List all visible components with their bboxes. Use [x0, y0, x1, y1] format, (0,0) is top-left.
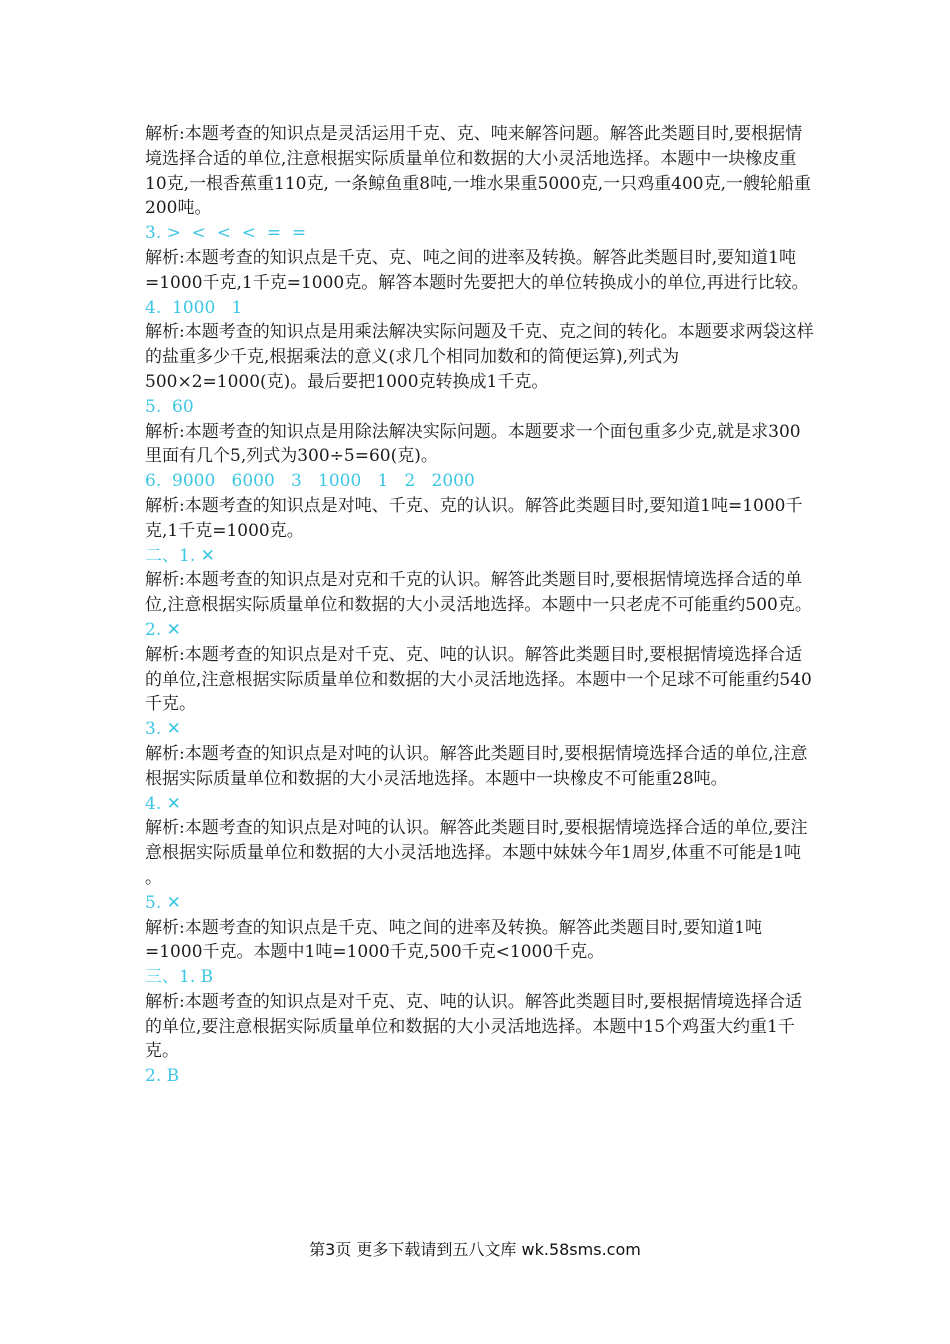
answer-line: 3. > < < < = =: [145, 223, 307, 244]
explanation-paragraph: 解析:本题考查的知识点是对吨、千克、克的认识。解答此类题目时,要知道1吨=1000千克,1千克=1000克。: [145, 495, 803, 541]
answer-content: [145, 122, 815, 1089]
answer-line: 4. 1000 1: [145, 297, 243, 318]
explanation-paragraph: 解析:本题考查的知识点是对吨的认识。解答此类题目时,要根据情境选择合适的单位,要注意根据实际质量单位和数据的大小灵活地选择。本题中妹妹今年1周岁,体重不可能是1吨 。: [145, 818, 808, 888]
answer-line: 二、1. ✕: [145, 545, 215, 566]
answer-line: 2. ✕: [145, 619, 181, 640]
answer-line: 5. 60: [145, 396, 194, 417]
answer-line: 3. ✕: [145, 719, 181, 740]
explanation-paragraph: 解析:本题考查的知识点是对千克、克、吨的认识。解答此类题目时,要根据情境选择合适的单位,注意根据实际质量单位和数据的大小灵活地选择。本题中一个足球不可能重约540千克。: [145, 644, 812, 715]
page-footer: 第3页 更多下载请到五八文库 wk.58sms.com: [309, 1240, 641, 1259]
explanation-paragraph: 解析:本题考查的知识点是用乘法解决实际问题及千克、克之间的转化。本题要求两袋这样的盐重多少千克,根据乘法的意义(求几个相同加数和的简便运算),列式为500×2=1000(克)。最后要把1000克转换成1千克。: [145, 322, 814, 392]
explanation-paragraph: 解析:本题考查的知识点是灵活运用千克、克、吨来解答问题。解答此类题目时,要根据情境选择合适的单位,注意根据实际质量单位和数据的大小灵活地选择。本题中一块橡皮重10克,一根香蕉重110克, 一条鲸鱼重8吨,一堆水果重5000克,一只鸡重400克,一艘轮船重200吨。: [145, 124, 812, 219]
explanation-paragraph: 解析:本题考查的知识点是对克和千克的认识。解答此类题目时,要根据情境选择合适的单位,注意根据实际质量单位和数据的大小灵活地选择。本题中一只老虎不可能重约500克。: [145, 570, 812, 616]
answer-line: 4. ✕: [145, 793, 181, 814]
answer-line: 2. B: [145, 1066, 180, 1087]
explanation-paragraph: 解析:本题考查的知识点是对千克、克、吨的认识。解答此类题目时,要根据情境选择合适的单位,要注意根据实际质量单位和数据的大小灵活地选择。本题中15个鸡蛋大约重1千克。: [145, 991, 803, 1062]
explanation-paragraph: 解析:本题考查的知识点是用除法解决实际问题。本题要求一个面包重多少克,就是求300里面有几个5,列式为300÷5=60(克)。: [145, 421, 801, 467]
explanation-paragraph: 解析:本题考查的知识点是对吨的认识。解答此类题目时,要根据情境选择合适的单位,注意根据实际质量单位和数据的大小灵活地选择。本题中一块橡皮不可能重28吨。: [145, 743, 808, 789]
explanation-paragraph: 解析:本题考查的知识点是千克、克、吨之间的进率及转换。解答此类题目时,要知道1吨=1000千克,1千克=1000克。解答本题时先要把大的单位转换成小的单位,再进行比较。: [145, 247, 809, 293]
answer-line: 5. ✕: [145, 892, 181, 913]
answer-line: 6. 9000 6000 3 1000 1 2 2000: [145, 471, 475, 492]
explanation-paragraph: 解析:本题考查的知识点是千克、吨之间的进率及转换。解答此类题目时,要知道1吨=1000千克。本题中1吨=1000千克,500千克<1000千克。: [145, 917, 762, 963]
answer-line: 三、1. B: [145, 967, 214, 988]
